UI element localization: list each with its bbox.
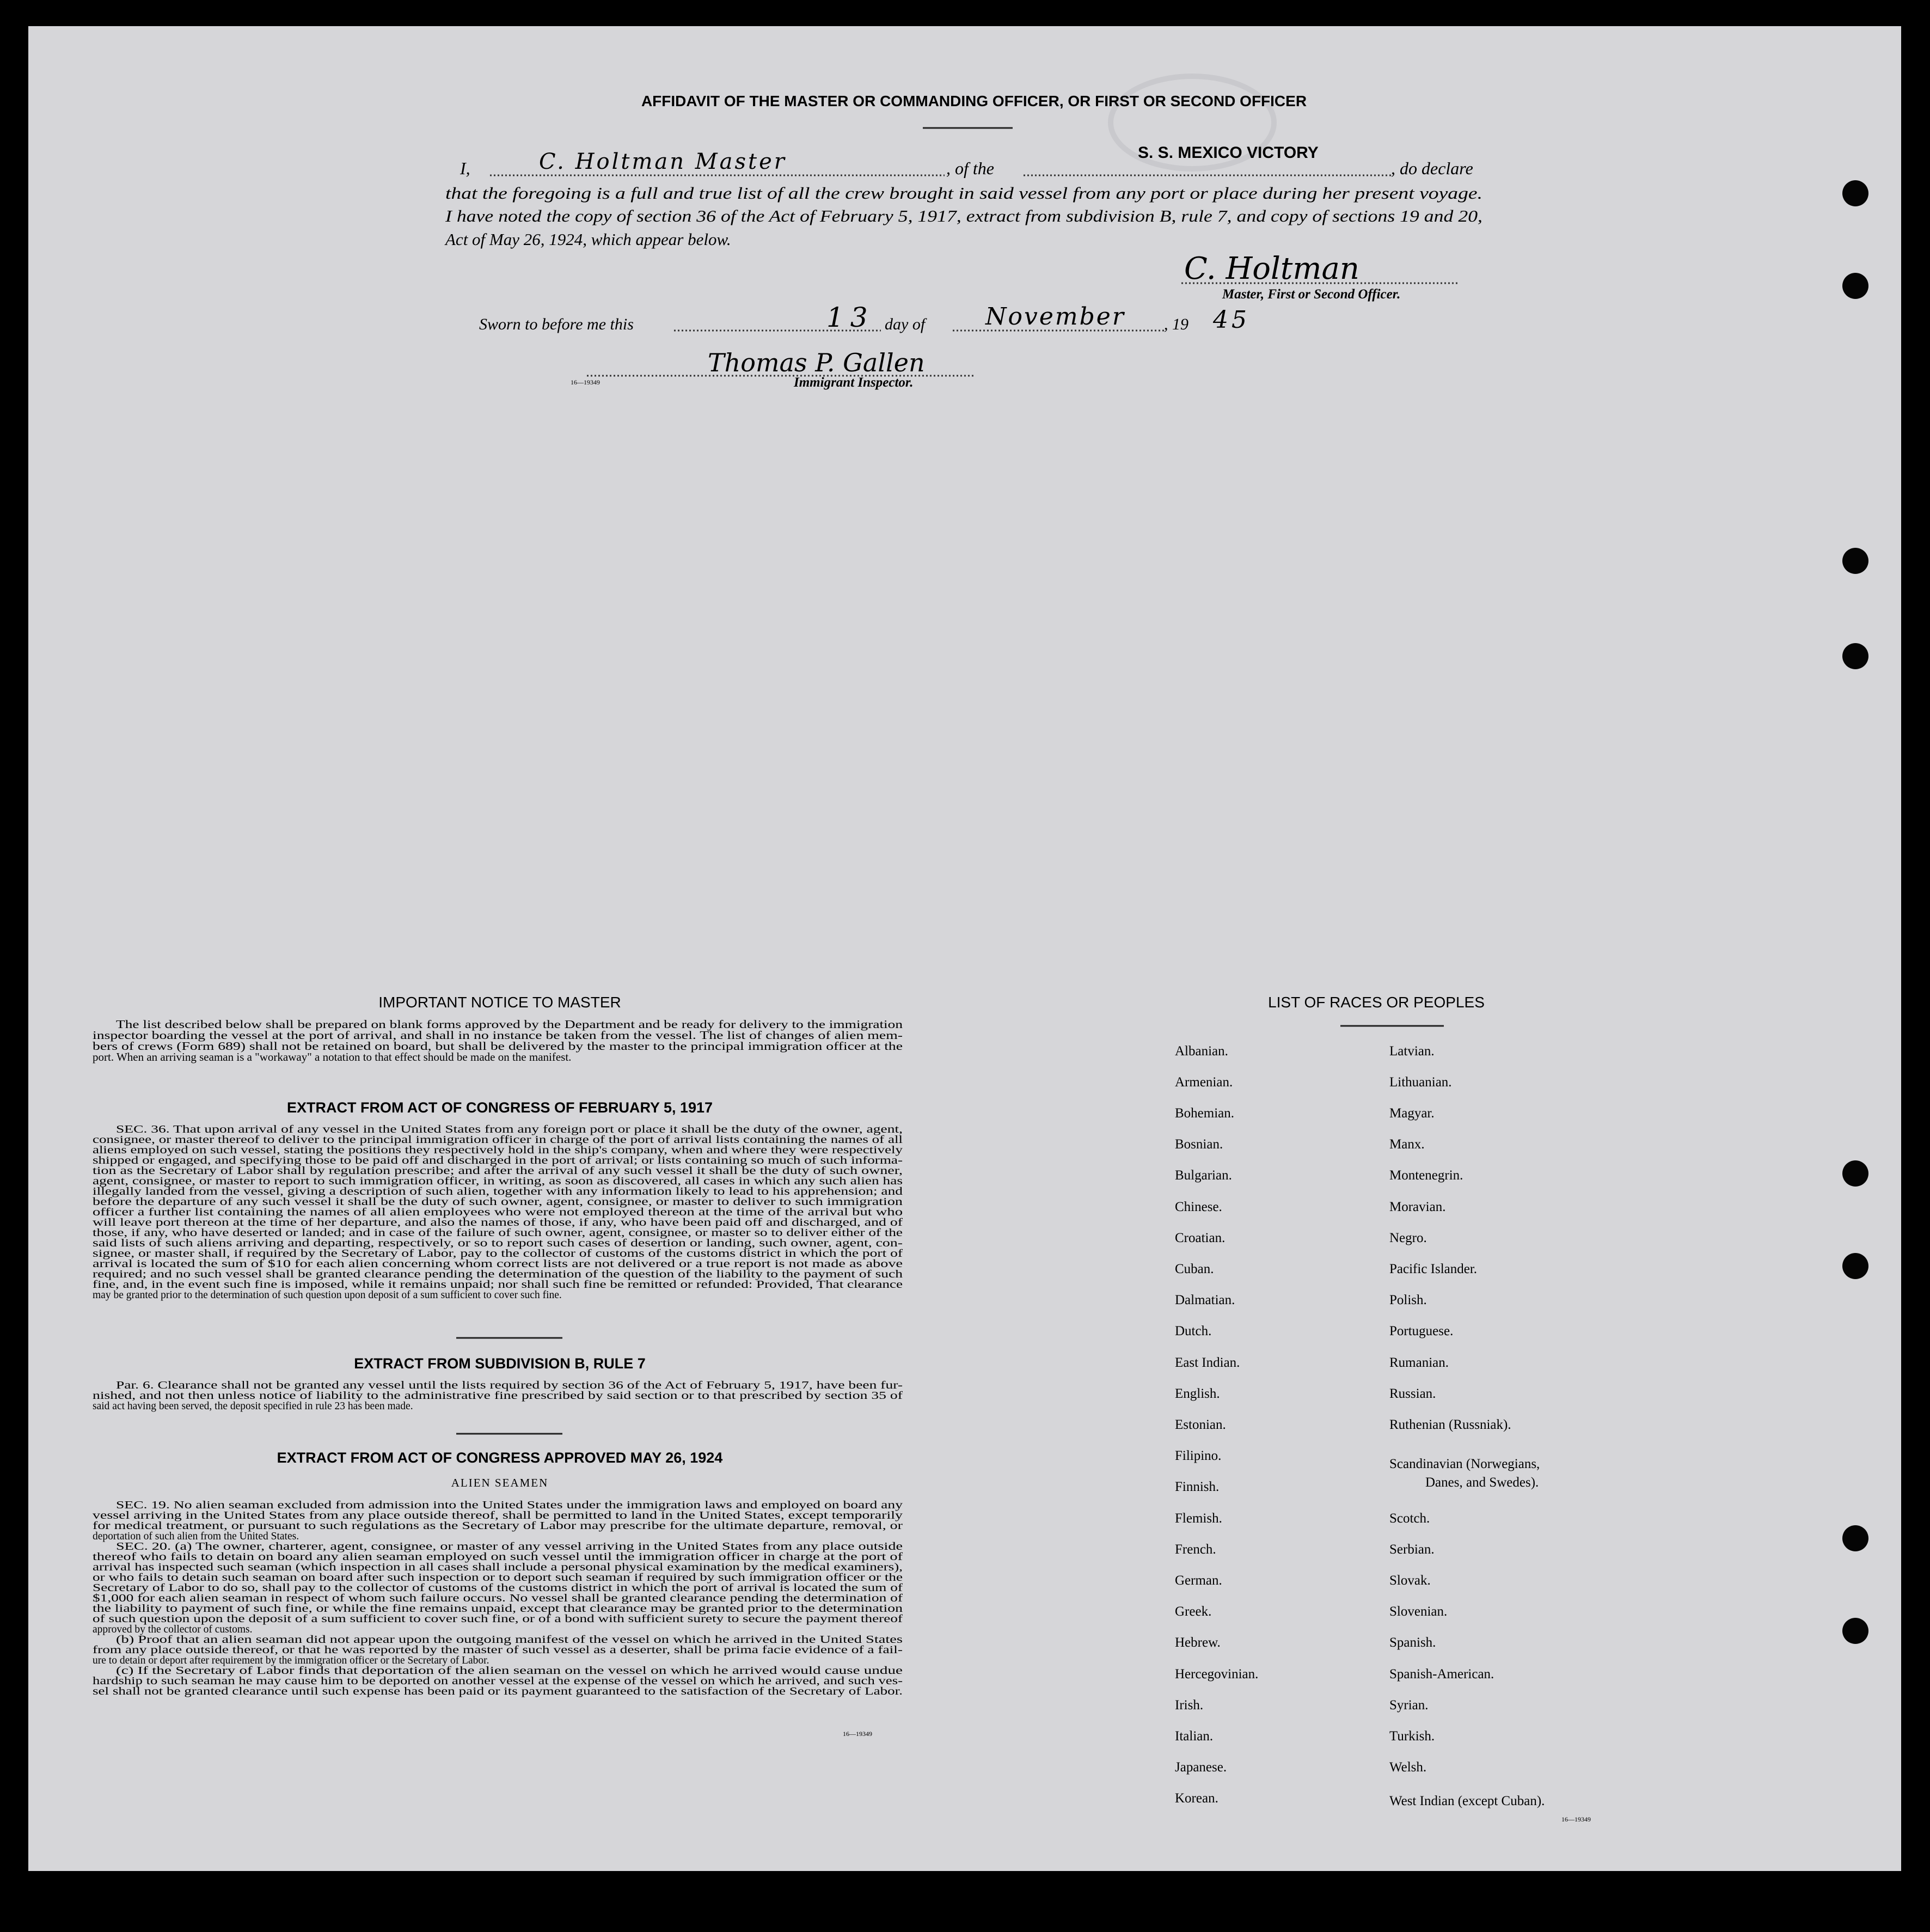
race-item: Irish. [1175, 1698, 1204, 1713]
race-item: Scandinavian (Norwegians, [1389, 1457, 1540, 1471]
act-1917-line: officer a further list containing the names of all alien employees who were not employed thereon at the time of the arrival but who [93, 1207, 903, 1218]
act-1917-line: signee, or master shall, if required by the Secretary of Labor, pay to the collector of customs of the customs district in which the port of [93, 1248, 903, 1260]
race-item: Turkish. [1389, 1729, 1435, 1744]
race-item: West Indian (except Cuban). [1389, 1794, 1545, 1808]
race-item: Russian. [1389, 1386, 1436, 1401]
race-item: Scotch. [1389, 1511, 1430, 1526]
act-1924-line: SEC. 20. (a) The owner, charterer, agent, consignee, or master of any vessel arriving in the United States from any place outside [116, 1541, 903, 1552]
affidavit-form-number: 16—19349 [571, 378, 600, 386]
race-item: Bohemian. [1175, 1106, 1235, 1121]
act-1924-title: EXTRACT FROM ACT OF CONGRESS APPROVED MAY 26, 1924 [277, 1450, 723, 1466]
race-item: Latvian. [1389, 1044, 1435, 1059]
race-item: English. [1175, 1386, 1220, 1401]
race-item: Rumanian. [1389, 1355, 1449, 1370]
race-item: Dutch. [1175, 1324, 1212, 1338]
affidavit-body-line-1: that the foregoing is a full and true list of all the crew brought in said vessel from any port or place during her present voyage. [445, 184, 1482, 203]
act-1917-line: tion as the Secretary of Labor shall by regulation prescribe; and after the arrival of any such vessel it shall be the duty of such owner, [93, 1165, 903, 1177]
race-item: Magyar. [1389, 1106, 1435, 1121]
race-item: Cuban. [1175, 1262, 1214, 1276]
act-1924-line: from any place outside thereof, or that he was reported by the master of such vessel as a deserter, shall be prima facie evidence of a fail- [93, 1644, 903, 1656]
race-item: Welsh. [1389, 1760, 1427, 1775]
act-1917-line: fine, and, in the event such fine is imposed, while it remains unpaid; nor shall such fine be remitted or refunded: Provided, That clearance [93, 1279, 903, 1291]
year-prefix: , 19 [1164, 315, 1188, 333]
affidavit-body-line-2: I have noted the copy of section 36 of the Act of February 5, 1917, extract from subdivision B, rule 7, and copy of sections 19 and 20, [444, 206, 1482, 225]
sworn-month: November [985, 303, 1125, 331]
act-1917-line: will leave port thereon at the time of her departure, and also the names of those, if any, who have been paid off and discharged, and of [93, 1217, 903, 1228]
act-1917-line: required; and no such vessel shall be granted clearance pending the determination of the question of the liability to the payment of such [93, 1269, 903, 1280]
race-item: German. [1175, 1573, 1222, 1588]
race-item: Manx. [1389, 1137, 1425, 1152]
race-item: Bosnian. [1175, 1137, 1223, 1152]
notice-line: port. When an arriving seaman is a "workaway" a notation to that effect should be made on the manifest. [93, 1050, 572, 1063]
race-item: Korean. [1175, 1791, 1218, 1806]
act-1917-line: agent, consignee, or master to report to such immigration officer, in writing, as soon as discovered, all cases in which any such alien has [93, 1176, 903, 1187]
act-1924-text [93, 1500, 903, 1697]
affidavit-title: AFFIDAVIT OF THE MASTER OR COMMANDING OFFICER, OR FIRST OR SECOND OFFICER [641, 93, 1307, 109]
race-item: Finnish. [1175, 1479, 1220, 1494]
race-item: Syrian. [1389, 1698, 1429, 1713]
act-1917-line: SEC. 36. That upon arrival of any vessel in the United States from any foreign port or place it shall be the duty of the owner, agent, [116, 1124, 903, 1135]
rule-7-line: Par. 6. Clearance shall not be granted any vessel until the lists required by section 36 of the Act of February 5, 1917, have been fur- [116, 1380, 903, 1391]
sworn-prefix: Sworn to before me this [479, 315, 634, 333]
race-item: Italian. [1175, 1729, 1214, 1744]
affidavit-body-line-3: Act of May 26, 1924, which appear below. [445, 230, 731, 249]
act-1917-line: consignee, or master thereof to deliver to the principal immigration officer in charge of the port of arrival lists containing the names of all [93, 1134, 903, 1146]
do-declare-text: , do declare [1391, 158, 1473, 178]
race-item: Danes, and Swedes). [1425, 1475, 1539, 1490]
act-1924-subtitle: ALIEN SEAMEN [451, 1476, 549, 1489]
act-1924-line: hardship to such seaman he may cause him to be deported on another vessel at the expense of the vessel on which he arrived, and such ves- [93, 1676, 903, 1687]
act-1917-line: before the departure of any such vessel it shall be the duty of such owner, agent, consignee, or master to deliver to such immigration [93, 1196, 903, 1208]
act-1924-line: SEC. 19. No alien seaman excluded from admission into the United States under the immigration laws and employed on board any [116, 1500, 903, 1511]
race-item: Polish. [1389, 1293, 1427, 1307]
race-item: Dalmatian. [1175, 1293, 1235, 1307]
race-item: Hebrew. [1175, 1635, 1221, 1650]
race-item: Hercegovinian. [1175, 1667, 1259, 1682]
notice-title: IMPORTANT NOTICE TO MASTER [378, 994, 621, 1011]
rule-7-line: nished, and not then unless notice of liability to the administrative fine prescribed by said section or to that prescribed by section 35 of [93, 1390, 903, 1402]
master-caption: Master, First or Second Officer. [1222, 287, 1401, 302]
race-item: Albanian. [1175, 1044, 1228, 1059]
act-1924-line: or who fails to detain such seaman on board after such inspection or to deport such seaman if required by such immigration officer or the [93, 1572, 903, 1583]
act-1924-line: sel shall not be granted clearance until such expense has been paid or its payment guaranteed to the satisfaction of the Secretary of Labor. [93, 1686, 903, 1697]
race-item: Filipino. [1175, 1448, 1222, 1463]
notice-line: inspector boarding the vessel at the port of arrival, and shall in no instance be taken from the vessel. The list of changes of alien mem- [93, 1029, 903, 1042]
day-of-text: day of [885, 315, 926, 333]
race-item: Japanese. [1175, 1760, 1227, 1775]
act-1924-line: ure to detain or deport after requirement by the immigration officer or the Secretary of Labor. [93, 1655, 489, 1666]
act-1924-line: vessel arriving in the United States from any place outside thereof, shall be permitted to land in the United States, except temporarily [93, 1510, 903, 1521]
act-1917-line: said lists of such aliens arriving and departing, respectively, or so to report such cases of desertion or landing, such owner, agent, con- [93, 1238, 903, 1249]
race-item: Negro. [1389, 1231, 1427, 1245]
act-1924-line: deportation of such alien from the United States. [93, 1531, 299, 1542]
master-signature: C. Holtman [1184, 251, 1359, 286]
race-item: Bulgarian. [1175, 1168, 1232, 1183]
act-1924-line: $1,000 for each alien seaman in respect of whom such failure occurs. No vessel shall be granted clearance pending the determination of [93, 1593, 903, 1604]
vessel-name: S. S. MEXICO VICTORY [1138, 144, 1319, 162]
rule-7-line: said act having been served, the deposit specified in rule 23 has been made. [93, 1401, 413, 1412]
act-1924-line: approved by the collector of customs. [93, 1624, 253, 1635]
race-item: Lithuanian. [1389, 1075, 1452, 1090]
notice-line: bers of crews (Form 689) shall not be retained on board, but shall be delivered by the master to the principal immigration officer at the [93, 1040, 903, 1053]
race-item: Pacific Islander. [1389, 1262, 1478, 1276]
race-item: Flemish. [1175, 1511, 1222, 1526]
race-item: Spanish. [1389, 1635, 1436, 1650]
inspector-signature: Thomas P. Gallen [708, 348, 925, 377]
race-item: Serbian. [1389, 1542, 1435, 1557]
race-item: Spanish-American. [1389, 1667, 1494, 1682]
act-1924-line: the liability to payment of such fine, or while the fine remains unpaid, except that clearance may be granted prior to the determination [93, 1603, 903, 1615]
act-1917-text [93, 1124, 903, 1301]
act-1924-line: arrival has inspected such seaman (which inspection in all cases shall include a personal physical examination by the medical examiners), [93, 1562, 903, 1573]
race-item: Estonian. [1175, 1417, 1226, 1432]
declarant-prefix: I, [460, 158, 470, 178]
act-1917-line: may be granted prior to the determination of such question upon deposit of a sum sufficient to cover such fine. [93, 1289, 562, 1301]
act-1924-line: of such question upon the deposit of a sum sufficient to cover such fine, or of a bond with sufficient surety to secure the payment thereof [93, 1613, 903, 1625]
race-item: Chinese. [1175, 1200, 1222, 1214]
act-1917-line: shipped or engaged, and specifying those to be paid off and discharged in the port of arrival; or lists containing so much of such informa- [93, 1155, 903, 1166]
sworn-day: 13 [826, 302, 874, 333]
act-1917-title: EXTRACT FROM ACT OF CONGRESS OF FEBRUARY 5, 1917 [286, 1099, 713, 1116]
race-item: Montenegrin. [1389, 1168, 1463, 1183]
act-1917-line: illegally landed from the vessel, giving a description of such alien, together with any information likely to lead to his apprehension; and [93, 1186, 903, 1197]
race-item: Ruthenian (Russniak). [1389, 1417, 1511, 1432]
act-1917-line: arrival is located the sum of $10 for each alien concerning whom correct lists are not delivered or a true report is not made as above [93, 1258, 903, 1270]
race-item: Armenian. [1175, 1075, 1233, 1090]
act-1917-line: those, if any, who have deserted or landed; and in case of the failure of such owner, agent, consignee, or master so to deliver either of the [93, 1227, 903, 1239]
race-item: Moravian. [1389, 1200, 1446, 1214]
inspector-caption: Immigrant Inspector. [794, 375, 914, 390]
rule-7-title: EXTRACT FROM SUBDIVISION B, RULE 7 [354, 1355, 646, 1372]
act-1917-line: aliens employed on such vessel, stating the positions they respectively hold in the ship's company, when and where they were respectively [93, 1145, 903, 1156]
of-the-text: , of the [946, 158, 994, 178]
races-form-number: 16—19349 [1561, 1815, 1591, 1823]
race-item: Slovenian. [1389, 1604, 1448, 1619]
act-1924-line: thereof who fails to detain on board any alien seaman employed on such vessel until the immigration officer in charge at the port of [93, 1551, 903, 1563]
act-1924-line: (b) Proof that an alien seaman did not appear upon the outgoing manifest of the vessel on which he arrived in the United States [116, 1634, 903, 1646]
act-1924-line: (c) If the Secretary of Labor finds that deportation of the alien seaman on the vessel on which he arrived would cause undue [116, 1665, 903, 1677]
master-name-handwritten: C. Holtman Master [539, 149, 787, 174]
sworn-year: 45 [1213, 306, 1250, 334]
race-item: Portuguese. [1389, 1324, 1454, 1338]
race-item: East Indian. [1175, 1355, 1240, 1370]
race-item: Greek. [1175, 1604, 1212, 1619]
race-item: Slovak. [1389, 1573, 1431, 1588]
notice-line: The list described below shall be prepared on blank forms approved by the Department and be ready for delivery to the immigration [116, 1018, 903, 1031]
race-item: Croatian. [1175, 1231, 1226, 1245]
race-item: French. [1175, 1542, 1216, 1557]
act-1924-line: for medical treatment, or pursuant to such regulations as the Secretary of Labor may prescribe for the ultimate departure, removal, or [93, 1520, 903, 1532]
act-1924-line: Secretary of Labor to do so, shall pay to the collector of customs of the customs district in which the port of arrival is located the sum of [93, 1582, 903, 1594]
act-1924-form-number: 16—19349 [843, 1730, 872, 1738]
races-title: LIST OF RACES OR PEOPLES [1268, 994, 1485, 1011]
